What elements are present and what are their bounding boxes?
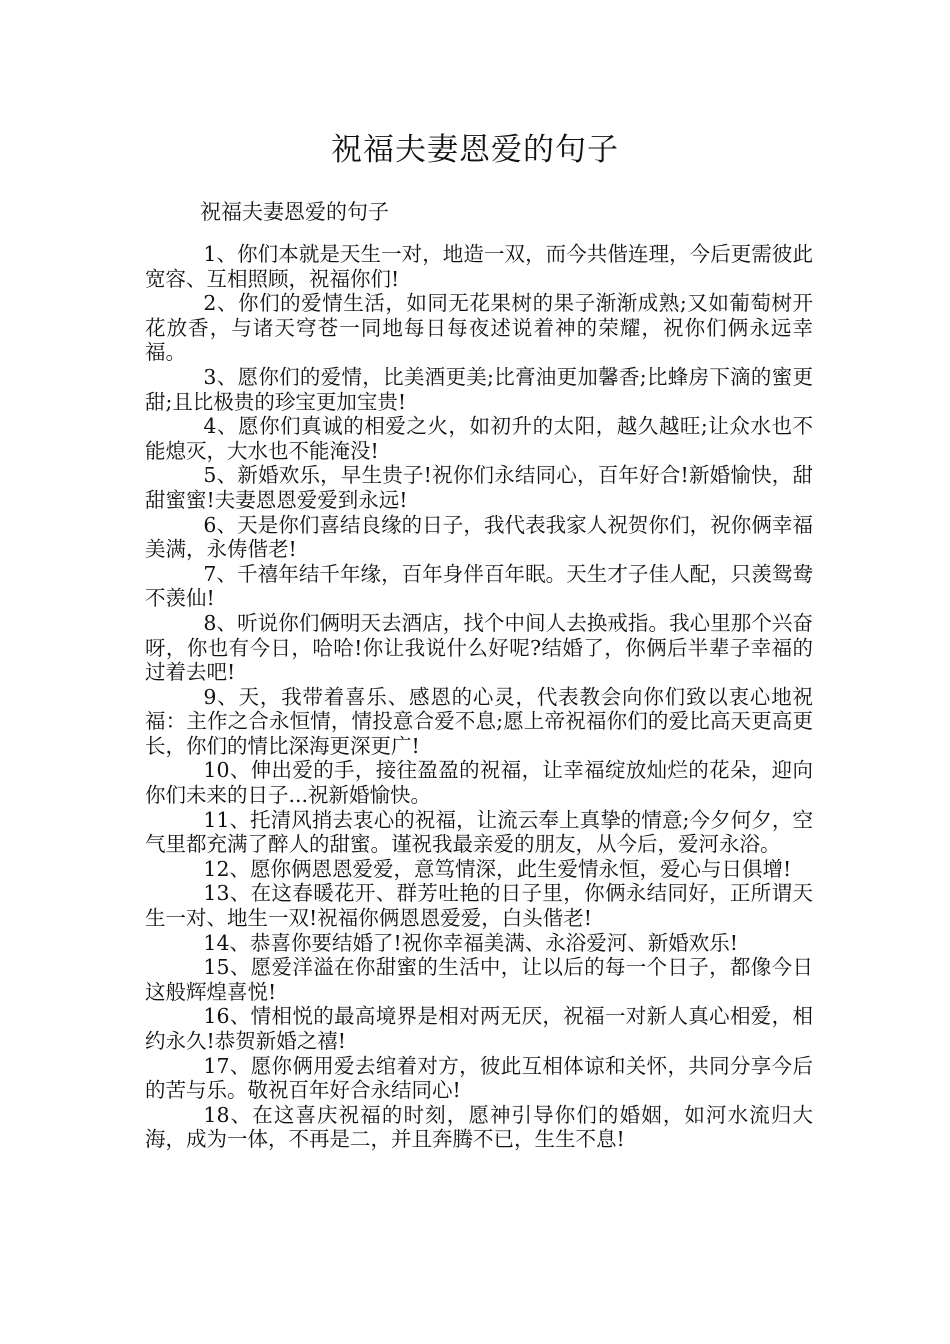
paragraph: 6、天是你们喜结良缘的日子，我代表我家人祝贺你们，祝你俩幸福美满，永俦偕老! bbox=[145, 512, 813, 562]
paragraph: 16、情相悦的最高境界是相对两无厌，祝福一对新人真心相爱，相约永久!恭贺新婚之禧! bbox=[145, 1004, 813, 1053]
paragraph: 11、托清风捎去衷心的祝福，让流云奉上真挚的情意;今夕何夕，空气里都充满了醉人的甜蜜。谨祝我最亲爱的朋友，从今后，爱河永浴。 bbox=[145, 807, 813, 857]
paragraph: 9、天，我带着喜乐、感恩的心灵，代表教会向你们致以衷心地祝福：主作之合永恒情，情投意合爱不息;愿上帝祝福你们的爱比高天更高更长，你们的情比深海更深更广! bbox=[145, 684, 813, 758]
paragraph: 4、愿你们真诚的相爱之火，如初升的太阳，越久越旺;让众水也不能熄灭，大水也不能淹没! bbox=[145, 414, 813, 463]
paragraph: 5、新婚欢乐，早生贵子!祝你们永结同心，百年好合!新婚愉快，甜甜蜜蜜!夫妻恩恩爱爱到永远! bbox=[145, 463, 813, 512]
paragraph: 18、在这喜庆祝福的时刻，愿神引导你们的婚姻，如河水流归大海，成为一体，不再是二，并且奔腾不已，生生不息! bbox=[145, 1102, 813, 1152]
paragraph: 12、愿你俩恩恩爱爱，意笃情深，此生爱情永恒，爱心与日俱增! bbox=[203, 856, 792, 881]
paragraph: 1、你们本就是天生一对，地造一双，而今共偕连理，今后更需彼此宽容、互相照顾，祝福你们! bbox=[145, 242, 813, 291]
document-title: 祝福夫妻恩爱的句子 bbox=[331, 132, 619, 168]
paragraph: 10、伸出爱的手，接往盈盈的祝福，让幸福绽放灿烂的花朵，迎向你们未来的日子...祝新婚愉快。 bbox=[145, 758, 813, 808]
paragraph: 17、愿你俩用爱去绾着对方，彼此互相体谅和关怀，共同分享今后的苦与乐。敬祝百年好合永结同心! bbox=[145, 1053, 813, 1103]
paragraph: 2、你们的爱情生活，如同无花果树的果子渐渐成熟;又如葡萄树开花放香，与诸天穹苍一同地每日每夜述说着神的荣耀，祝你们俩永远幸福。 bbox=[145, 291, 813, 365]
paragraph: 14、恭喜你要结婚了!祝你幸福美满、永浴爱河、新婚欢乐! bbox=[203, 930, 738, 955]
paragraph: 15、愿爱洋溢在你甜蜜的生活中，让以后的每一个日子，都像今日这般辉煌喜悦! bbox=[145, 955, 813, 1004]
paragraph: 7、千禧年结千年缘，百年身伴百年眠。天生才子佳人配，只羡鸳鸯不羡仙! bbox=[145, 561, 813, 611]
paragraph: 3、愿你们的爱情，比美酒更美;比膏油更加馨香;比蜂房下滴的蜜更甜;且比极贵的珍宝更加宝贵! bbox=[145, 364, 813, 414]
document-subtitle: 祝福夫妻恩爱的句子 bbox=[200, 200, 389, 224]
document-body bbox=[145, 242, 813, 1152]
paragraph: 13、在这春暖花开、群芳吐艳的日子里，你俩永结同好，正所谓天生一对、地生一双!祝福你俩恩恩爱爱，白头偕老! bbox=[145, 881, 813, 931]
paragraph: 8、听说你们俩明天去酒店，找个中间人去换戒指。我心里那个兴奋呀，你也有今日，哈哈!你让我说什么好呢?结婚了，你俩后半辈子幸福的过着去吧! bbox=[145, 610, 813, 685]
